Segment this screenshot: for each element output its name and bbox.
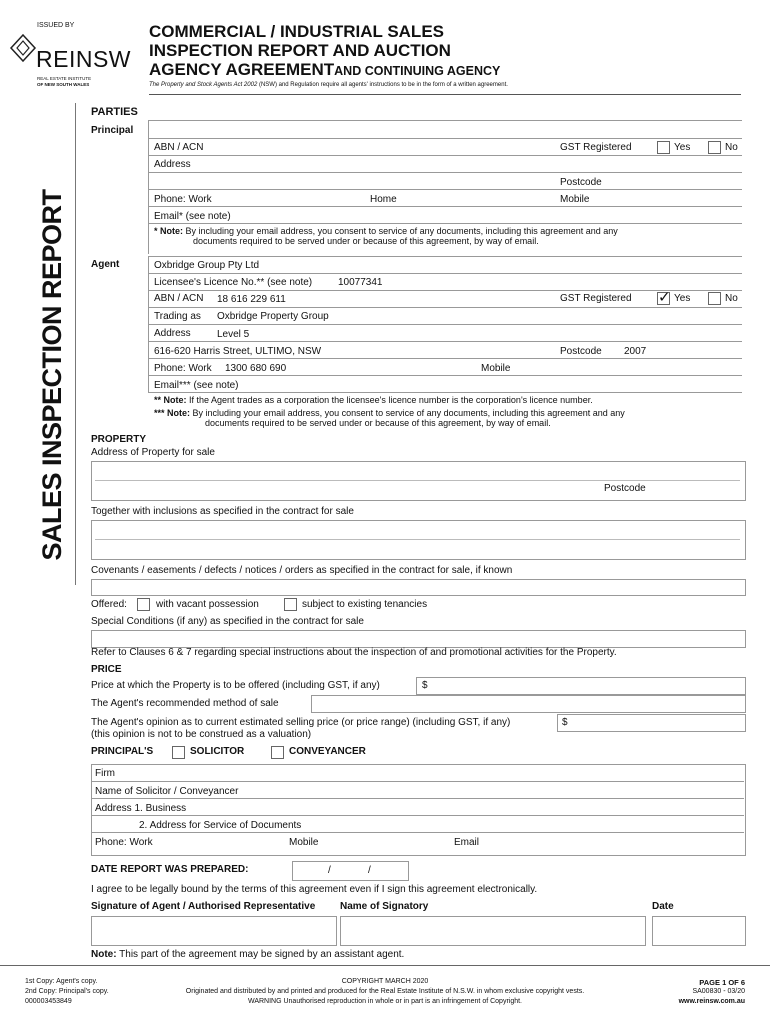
footer-warning: WARNING Unauthorised reproduction in whole or in part is an infringement of Copyright. xyxy=(247,998,523,1005)
date-prepared-label: DATE REPORT WAS PREPARED: xyxy=(91,864,249,875)
title-line-2: INSPECTION REPORT AND AUCTION xyxy=(149,41,451,60)
agent-phone-line xyxy=(148,375,742,376)
agent-address-line xyxy=(148,341,742,342)
principal-gst-yes-checkbox[interactable] xyxy=(657,141,670,154)
solicitor-address-label: Address 1. Business xyxy=(95,803,187,814)
agent-abn-line xyxy=(148,307,742,308)
sign-date-label: Date xyxy=(652,901,674,912)
property-heading: PROPERTY xyxy=(91,434,147,445)
special-conditions-input[interactable] xyxy=(91,630,746,648)
footer-divider xyxy=(0,965,770,966)
agent-email-line xyxy=(148,392,742,393)
agent-note3-line2: documents required to be served under or because of this agreement, by way of email. xyxy=(205,418,551,428)
parties-heading: PARTIES xyxy=(91,106,138,118)
agent-label: Agent xyxy=(91,259,120,270)
principal-abn-label: ABN / ACN xyxy=(154,142,204,153)
agent-trading-line xyxy=(148,324,742,325)
agent-address-label: Address xyxy=(154,328,191,339)
logo-wordmark: REINSW xyxy=(36,46,131,72)
existing-tenancies-checkbox[interactable] xyxy=(284,598,297,611)
principal-note-line1: By including your email address, you consent to service of any documents, including this agreement and any xyxy=(185,226,618,236)
agent-mobile-label: Mobile xyxy=(481,363,511,374)
principal-gst-no-checkbox[interactable] xyxy=(708,141,721,154)
principal-gst-no-label: No xyxy=(725,142,738,153)
solicitor-checkbox[interactable] xyxy=(172,746,185,759)
principal-top-border xyxy=(148,120,742,121)
principal-note-bold: * Note: xyxy=(154,226,183,236)
agent-trading-label: Trading as xyxy=(154,311,201,322)
principal-gst-label: GST Registered xyxy=(560,142,632,153)
subtitle-act-rest: (NSW) and Regulation require all agents' instructions to be in the form of a written agreement. xyxy=(257,82,508,88)
inclusions-rule xyxy=(95,539,740,540)
solicitor-address2-label: 2. Address for Service of Documents xyxy=(139,820,302,831)
covenants-input[interactable] xyxy=(91,579,746,596)
solicitor-mobile-label: Mobile xyxy=(289,837,319,848)
sign-note-text: This part of the agreement may be signed by an assistant agent. xyxy=(116,949,405,960)
agent-note3-bold: *** Note: xyxy=(154,408,191,418)
sign-date-input[interactable] xyxy=(652,916,746,946)
agent-gst-yes-label: Yes xyxy=(674,293,691,304)
price-offered-label: Price at which the Property is to be offered (including GST, if any) xyxy=(91,680,380,691)
principal-mobile-label: Mobile xyxy=(560,194,590,205)
agent-phone-work-value: 1300 680 690 xyxy=(225,363,287,374)
conveyancer-label: CONVEYANCER xyxy=(289,746,366,757)
principal-name-line xyxy=(148,138,742,139)
price-offered-dollar: $ xyxy=(422,680,428,691)
agent-gst-no-checkbox[interactable] xyxy=(708,292,721,305)
agent-note2 xyxy=(154,395,593,405)
agent-note2-bold: ** Note: xyxy=(154,395,187,405)
agent-note3 xyxy=(154,408,625,418)
price-heading: PRICE xyxy=(91,664,122,675)
existing-tenancies-label: subject to existing tenancies xyxy=(302,599,428,610)
signature-label: Signature of Agent / Authorised Representative xyxy=(91,901,316,912)
date-slash-1: / xyxy=(328,865,331,876)
firm-label: Firm xyxy=(95,768,115,779)
side-title-divider xyxy=(75,103,76,585)
solicitor-box xyxy=(91,764,746,856)
property-address-box[interactable] xyxy=(91,461,746,501)
footer-copyright: COPYRIGHT MARCH 2020 xyxy=(341,978,429,985)
principal-address-label: Address xyxy=(154,159,191,170)
method-of-sale-label: The Agent's recommended method of sale xyxy=(91,698,279,709)
solicitor-name-line xyxy=(92,798,744,799)
agent-address-line2: 616-620 Harris Street, ULTIMO, NSW xyxy=(154,346,322,357)
principal-address-line xyxy=(148,172,742,173)
logo-subtext-2: OF NEW SOUTH WALES xyxy=(37,82,90,87)
date-prepared-input[interactable] xyxy=(292,861,409,881)
principal-email-line xyxy=(148,223,742,224)
principal-label: Principal xyxy=(91,125,134,136)
agent-phone-work-label: Phone: Work xyxy=(154,363,212,374)
agent-licence-line xyxy=(148,290,742,291)
agent-email-label: Email*** (see note) xyxy=(154,380,239,391)
solicitor-address-line xyxy=(92,815,744,816)
solicitor-address2-line xyxy=(92,832,744,833)
agree-text: I agree to be legally bound by the terms of this agreement even if I sign this agreement electronically. xyxy=(91,884,538,895)
opinion-note: (this opinion is not to be construed as a valuation) xyxy=(91,729,312,740)
principal-email-note xyxy=(154,226,618,236)
signatory-name-input[interactable] xyxy=(340,916,646,946)
subtitle-act-name: The Property and Stock Agents Act 2002 xyxy=(149,82,258,88)
vacant-possession-checkbox[interactable] xyxy=(137,598,150,611)
opinion-price-input[interactable] xyxy=(557,714,746,732)
signatory-name-label: Name of Signatory xyxy=(340,901,429,912)
footer-doc-number: 000003453849 xyxy=(25,998,72,1005)
agent-trading-value: Oxbridge Property Group xyxy=(217,311,329,322)
agent-name-value: Oxbridge Group Pty Ltd xyxy=(154,260,260,271)
footer-code: SA00830 - 03/20 xyxy=(692,988,745,995)
opinion-price-label: The Agent's opinion as to current estimated selling price (or price range) (including GST, if any) xyxy=(91,717,511,728)
footer-originated: Originated and distributed by and printed and produced for the Real Estate Institute of N.S.W. in whom exclusive copyright vests. xyxy=(185,988,585,995)
footer-website[interactable]: www.reinsw.com.au xyxy=(678,998,745,1005)
agent-note2-text: If the Agent trades as a corporation the licensee's licence number is the corporation's licence number. xyxy=(189,395,593,405)
title-line-3 xyxy=(149,60,500,80)
sign-note-bold: Note: xyxy=(91,949,117,960)
vacant-possession-label: with vacant possession xyxy=(156,599,259,610)
agent-name-line xyxy=(148,273,742,274)
agent-postcode-value: 2007 xyxy=(624,346,647,357)
agent-top-border xyxy=(148,256,742,257)
principal-home-label: Home xyxy=(370,194,397,205)
agent-gst-check-icon: ✓ xyxy=(658,289,671,306)
agent-gst-no-label: No xyxy=(725,293,738,304)
property-postcode-label: Postcode xyxy=(604,483,646,494)
date-slash-2: / xyxy=(368,865,371,876)
property-address-rule xyxy=(95,480,740,481)
side-title: SALES INSPECTION REPORT xyxy=(37,189,67,561)
firm-line xyxy=(92,781,744,782)
principal-gst-yes-label: Yes xyxy=(674,142,691,153)
solicitor-phone-work-label: Phone: Work xyxy=(95,837,153,848)
property-address-label: Address of Property for sale xyxy=(91,447,215,458)
agent-abn-label: ABN / ACN xyxy=(154,293,204,304)
principal-phone-line xyxy=(148,206,742,207)
agent-abn-value: 18 616 229 611 xyxy=(217,294,286,305)
principal-note-line2: documents required to be served under or because of this agreement, by way of email. xyxy=(193,236,539,246)
issued-by-label: ISSUED BY xyxy=(37,22,75,29)
price-offered-input[interactable] xyxy=(416,677,746,695)
header-divider xyxy=(149,94,741,95)
logo-subtext-1: REAL ESTATE INSTITUTE xyxy=(37,76,92,81)
conveyancer-checkbox[interactable] xyxy=(271,746,284,759)
opinion-price-dollar: $ xyxy=(562,717,568,728)
subtitle-act xyxy=(149,82,508,88)
method-of-sale-input[interactable] xyxy=(311,695,746,713)
footer-copy2: 2nd Copy: Principal's copy. xyxy=(25,988,109,995)
agent-postcode-label: Postcode xyxy=(560,346,602,357)
title-line-3-main: AGENCY AGREEMENT xyxy=(149,60,335,79)
signature-input[interactable] xyxy=(91,916,337,946)
principal-email-label: Email* (see note) xyxy=(154,211,231,222)
principal-postcode-label: Postcode xyxy=(560,177,602,188)
agent-gst-yes-checkbox[interactable] xyxy=(657,289,671,306)
agent-licence-label: Licensee's Licence No.** (see note) xyxy=(154,277,313,288)
agent-gst-label: GST Registered xyxy=(560,293,632,304)
principal-left-border xyxy=(148,120,149,254)
agent-note3-line1: By including your email address, you consent to service of any documents, including this agreement and any xyxy=(192,408,625,418)
sign-note xyxy=(91,949,404,960)
principal-abn-line xyxy=(148,155,742,156)
principal-address2-line xyxy=(148,189,742,190)
reinsw-logo-icon xyxy=(8,33,38,63)
solicitor-name-label: Name of Solicitor / Conveyancer xyxy=(95,786,239,797)
inclusions-box[interactable] xyxy=(91,520,746,560)
covenants-label: Covenants / easements / defects / notices / orders as specified in the contract for sale, if known xyxy=(91,565,513,576)
footer-copy1: 1st Copy: Agent's copy. xyxy=(25,978,98,985)
title-line-1: COMMERCIAL / INDUSTRIAL SALES xyxy=(149,22,444,41)
agent-licence-value: 10077341 xyxy=(338,277,383,288)
solicitor-label: SOLICITOR xyxy=(190,746,245,757)
offered-label: Offered: xyxy=(91,599,127,610)
agent-address2-line xyxy=(148,358,742,359)
title-line-3-small: AND CONTINUING AGENCY xyxy=(334,64,501,78)
principals-label: PRINCIPAL'S xyxy=(91,746,154,757)
solicitor-email-label: Email xyxy=(454,837,480,848)
special-conditions-label: Special Conditions (if any) as specified in the contract for sale xyxy=(91,616,364,627)
refer-clauses-text: Refer to Clauses 6 & 7 regarding special instructions about the inspection of and promotional activities for the Property. xyxy=(91,647,617,658)
footer-page: PAGE 1 OF 6 xyxy=(699,978,745,987)
agent-address-value: Level 5 xyxy=(217,329,250,340)
principal-phone-work-label: Phone: Work xyxy=(154,194,212,205)
inclusions-label: Together with inclusions as specified in the contract for sale xyxy=(91,506,354,517)
